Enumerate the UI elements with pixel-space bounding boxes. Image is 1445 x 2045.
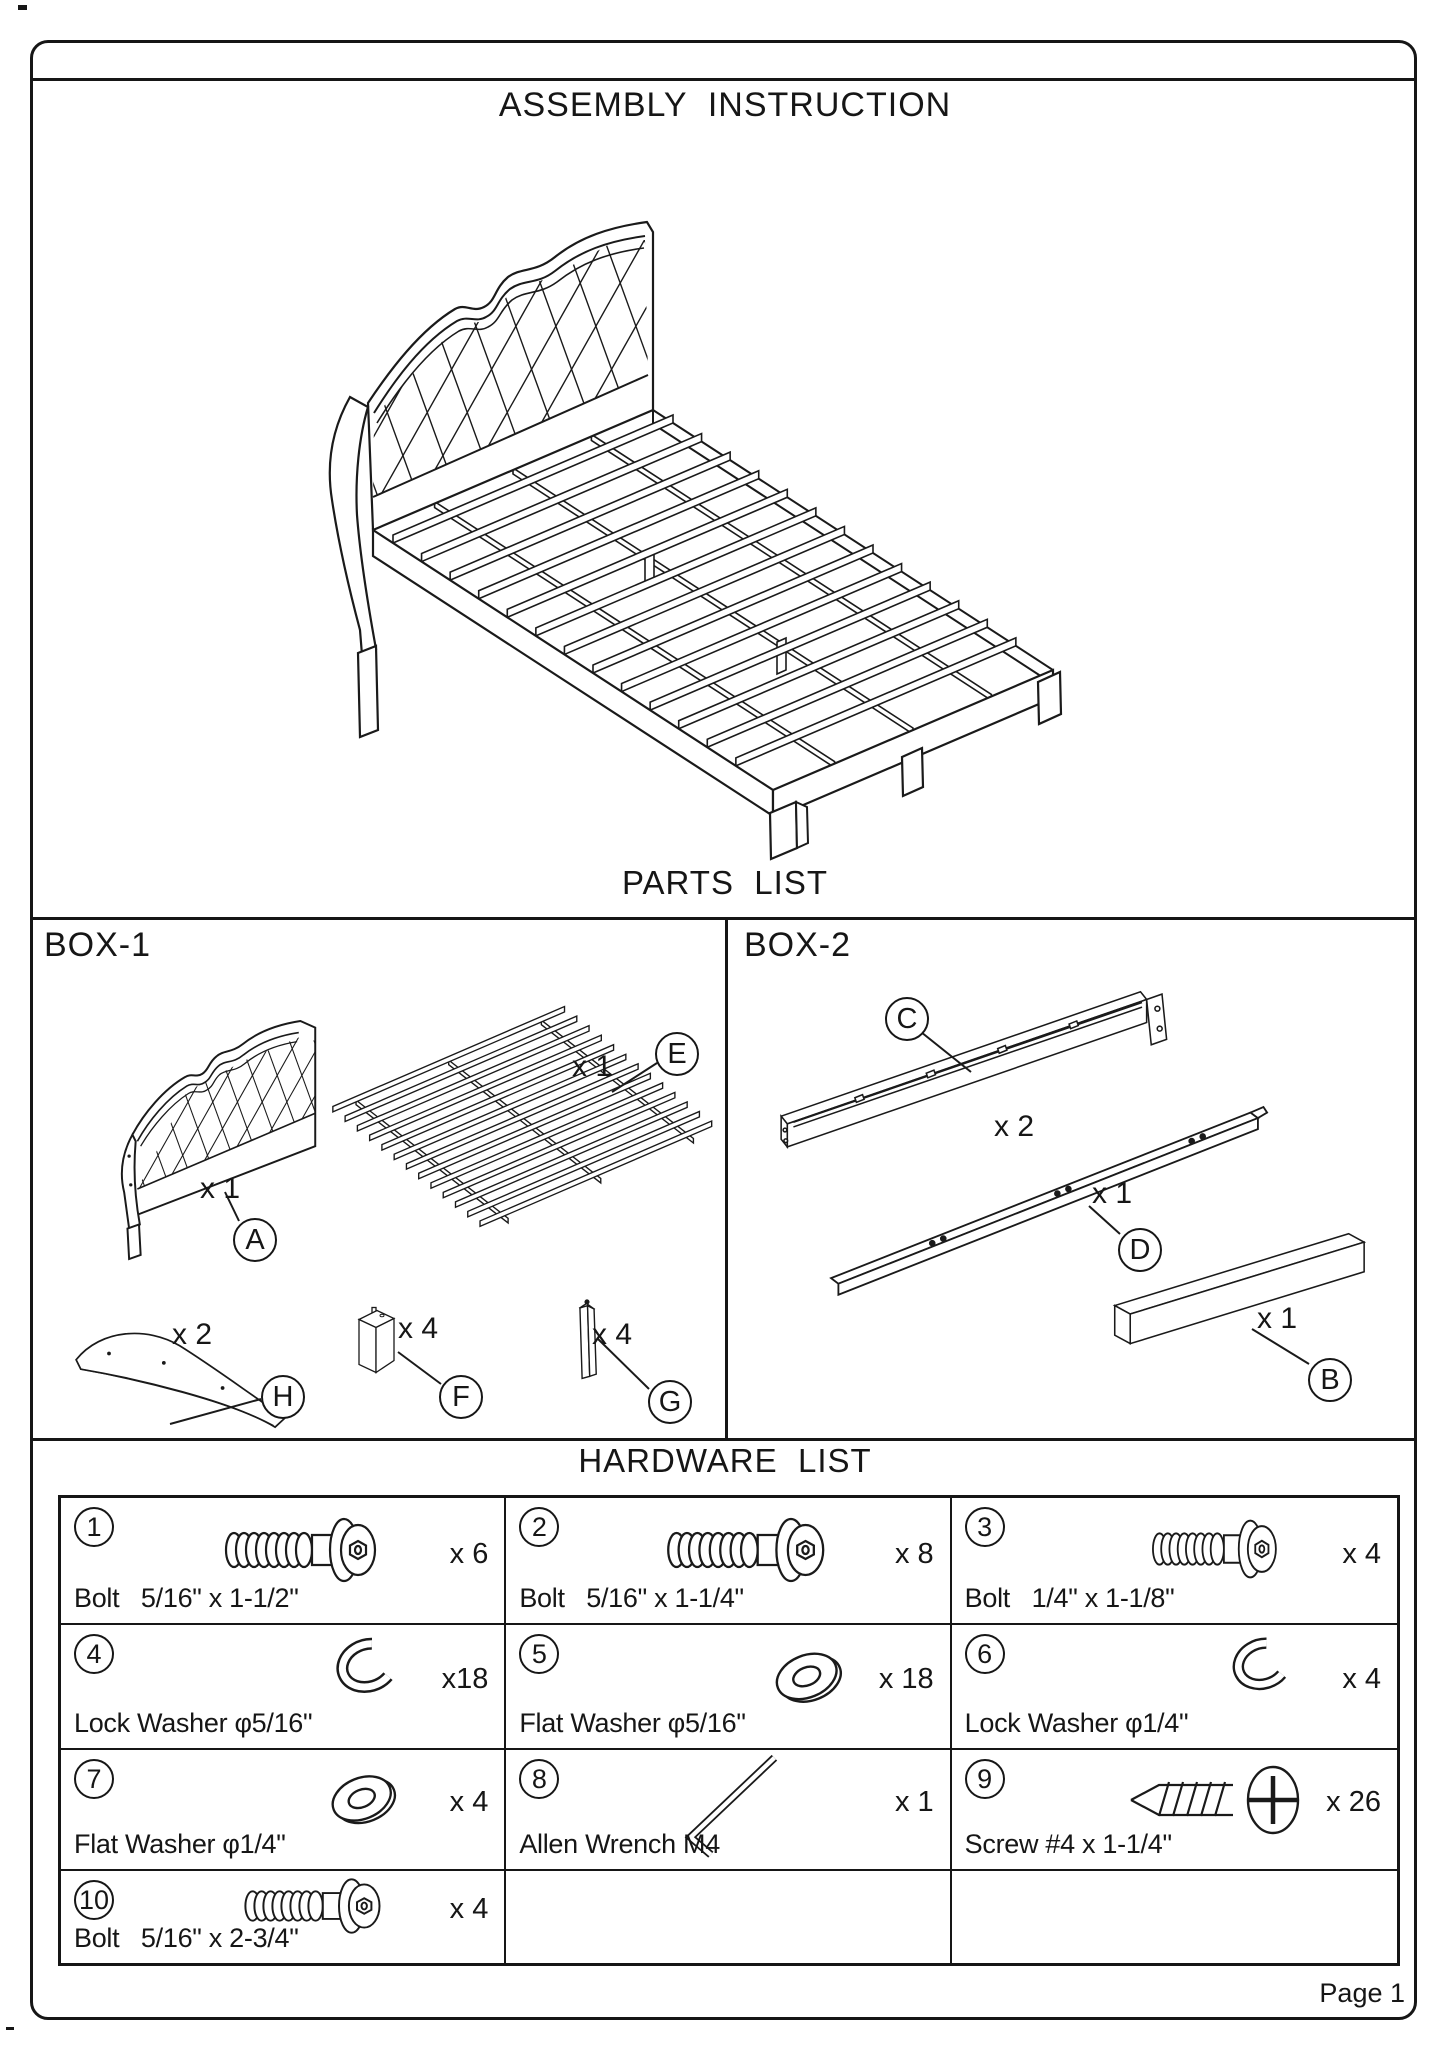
part-B-badge: B [1308, 1358, 1352, 1402]
part-A-qty: x 1 [200, 1172, 241, 1205]
hardware-empty-cell [506, 1871, 951, 1963]
parts-list-title: PARTS LIST [621, 864, 828, 901]
lock-washer-icon [1217, 1633, 1297, 1713]
item-9-qty: x 26 [1326, 1786, 1381, 1818]
part-G-qty: x 4 [592, 1318, 633, 1351]
part-A-badge: A [233, 1218, 277, 1262]
item-2-qty: x 8 [894, 1538, 934, 1570]
hardware-item-2 [506, 1498, 951, 1625]
bolt-icon [662, 1514, 870, 1586]
hardware-item-5 [506, 1625, 951, 1750]
parts-bottom-rule [30, 1438, 1417, 1441]
item-4-qty: x18 [441, 1663, 489, 1695]
part-D-qty: x 1 [1092, 1177, 1133, 1210]
bed-leg [902, 748, 923, 796]
item-5-qty: x 18 [878, 1663, 934, 1695]
item-8-label: Allen Wrench M4 [519, 1829, 720, 1859]
print-artifact [18, 5, 27, 10]
header-band-rule [30, 78, 1417, 81]
bed-assembly-drawing [250, 185, 1150, 875]
item-6-label: Lock Washer φ1/4" [964, 1708, 1189, 1738]
bed-leg [1038, 672, 1061, 724]
hardware-item-4 [61, 1625, 506, 1750]
lock-washer-icon [320, 1633, 404, 1717]
item-10-badge: 10 [74, 1880, 114, 1920]
item-5-badge: 5 [519, 1634, 559, 1674]
hardware-item-6 [952, 1625, 1397, 1750]
bolt-icon [1148, 1516, 1313, 1582]
item-4-label: Lock Washer φ5/16" [74, 1708, 313, 1738]
item-6-qty: x 4 [1342, 1663, 1381, 1695]
part-F-qty: x 4 [398, 1312, 439, 1345]
flat-washer-icon [318, 1762, 408, 1836]
item-2-label: Bolt 5/16" x 1-1/4" [519, 1583, 744, 1613]
item-3-qty: x 4 [1342, 1538, 1381, 1570]
page-number: Page 1 [1319, 1978, 1405, 2008]
hardware-item-3 [952, 1498, 1397, 1625]
bed-leg [770, 802, 797, 859]
hardware-table [58, 1495, 1400, 1966]
item-1-badge: 1 [74, 1507, 114, 1547]
item-7-qty: x 4 [449, 1786, 489, 1818]
hardware-empty-cell [952, 1871, 1397, 1963]
item-9-badge: 9 [965, 1759, 1005, 1799]
item-10-label: Bolt 5/16" x 2-3/4" [74, 1923, 299, 1953]
part-C-badge: C [885, 997, 929, 1041]
item-8-qty: x 1 [894, 1786, 934, 1818]
hardware-item-8 [506, 1750, 951, 1871]
part-G-badge: G [648, 1380, 692, 1424]
item-7-badge: 7 [74, 1759, 114, 1799]
box2-label: BOX-2 [744, 926, 852, 964]
part-B-qty: x 1 [1257, 1302, 1298, 1335]
item-7-label: Flat Washer φ1/4" [74, 1829, 286, 1859]
item-8-badge: 8 [519, 1759, 559, 1799]
item-10-qty: x 4 [449, 1893, 489, 1925]
part-E-qty: x 1 [572, 1050, 613, 1083]
part-H-qty: x 2 [172, 1318, 213, 1351]
hardware-item-1 [61, 1498, 506, 1625]
item-4-badge: 4 [74, 1634, 114, 1674]
part-H-badge: H [261, 1375, 305, 1419]
page-title: ASSEMBLY INSTRUCTION [498, 86, 952, 124]
item-9-label: Screw #4 x 1-1/4" [964, 1829, 1172, 1859]
item-1-qty: x 6 [449, 1538, 489, 1570]
hardware-item-10 [61, 1871, 506, 1963]
part-D-badge: D [1118, 1228, 1162, 1272]
item-1-label: Bolt 5/16" x 1-1/2" [74, 1583, 299, 1613]
item-2-badge: 2 [519, 1507, 559, 1547]
item-6-badge: 6 [965, 1634, 1005, 1674]
screw-icon [1123, 1760, 1313, 1840]
part-E-badge: E [655, 1032, 699, 1076]
hardware-item-9 [952, 1750, 1397, 1871]
flat-washer-icon [762, 1639, 854, 1715]
hardware-list-title: HARDWARE LIST [578, 1442, 872, 1479]
item-5-label: Flat Washer φ5/16" [519, 1708, 746, 1738]
part-C-qty: x 2 [994, 1110, 1035, 1143]
item-3-badge: 3 [965, 1507, 1005, 1547]
print-artifact [6, 2027, 14, 2030]
item-3-label: Bolt 1/4" x 1-1/8" [964, 1583, 1175, 1613]
part-F-badge: F [439, 1375, 483, 1419]
bolt-icon [220, 1514, 420, 1586]
hardware-item-7 [61, 1750, 506, 1871]
box1-label: BOX-1 [44, 926, 152, 964]
